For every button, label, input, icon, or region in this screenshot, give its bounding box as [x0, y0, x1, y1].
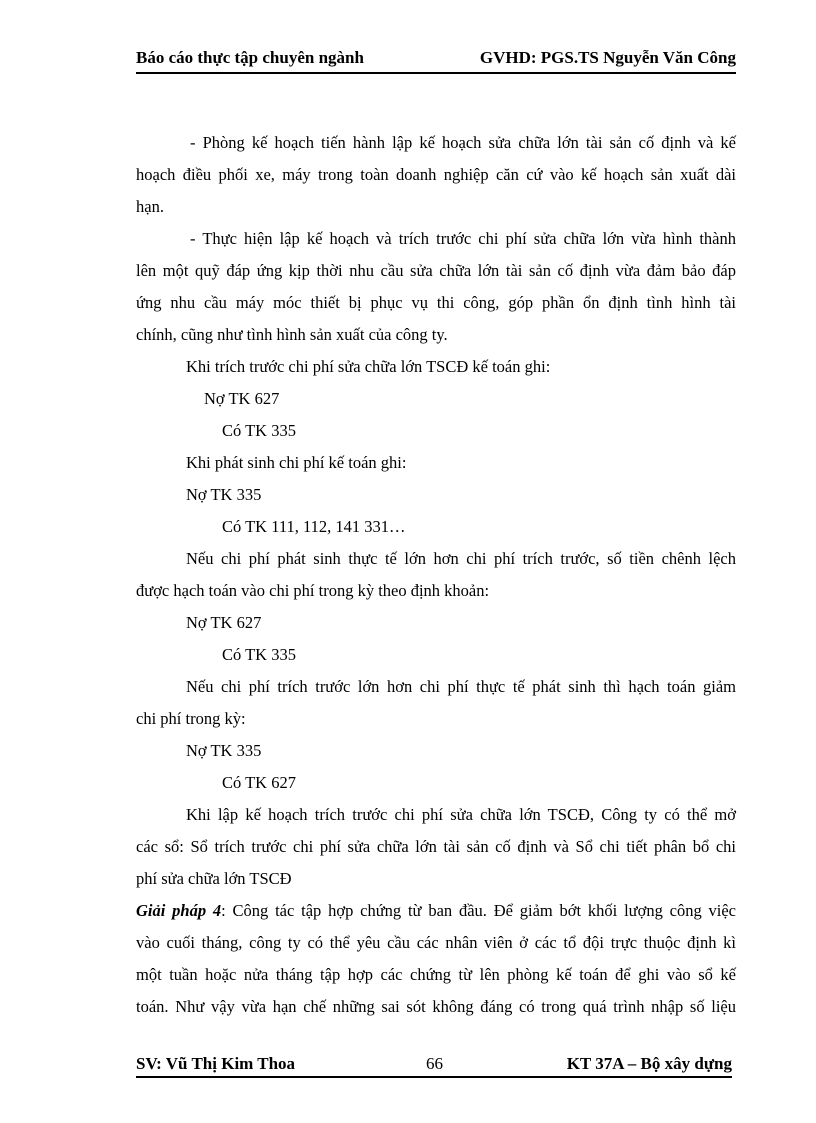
journal-entry: Nợ TK 335: [186, 741, 262, 760]
body-line: một tuần hoặc nửa tháng tập hợp các chứng từ lên phòng kế toán để ghi vào sổ kế: [136, 965, 736, 984]
header-supervisor: GVHD: PGS.TS Nguyễn Văn Công: [479, 48, 736, 67]
body-line: Khi lập kế hoạch trích trước chi phí sửa chữa lớn TSCĐ, Công ty có thể mở: [186, 805, 736, 824]
journal-entry: Có TK 335: [222, 421, 296, 440]
page-footer: [136, 1054, 732, 1078]
body-line: - Phòng kế hoạch tiến hành lập kế hoạch sửa chữa lớn tài sản cố định và kế: [190, 133, 736, 152]
body-line: được hạch toán vào chi phí trong kỳ theo định khoản:: [136, 581, 490, 600]
body-line: vào cuối tháng, công ty có thể yêu cầu các nhân viên ở các tổ đội trực thuộc định kì: [136, 933, 736, 952]
body-line: toán. Như vậy vừa hạn chế những sai sót không đáng có trong quá trình nhập số liệu: [136, 997, 736, 1016]
footer-student-name: SV: Vũ Thị Kim Thoa: [136, 1054, 296, 1073]
body-line: - Thực hiện lập kế hoạch và trích trước chi phí sửa chữa lớn vừa hình thành: [190, 229, 736, 248]
body-line: Nếu chi phí trích trước lớn hơn chi phí thực tế phát sinh thì hạch toán giảm: [186, 677, 736, 696]
page-header: [136, 48, 736, 74]
body-line: các sổ: Sổ trích trước chi phí sửa chữa lớn tài sản cố định và Sổ chi tiết phân bổ chi: [136, 837, 736, 856]
body-line: hoạch điều phối xe, máy trong toàn doanh nghiệp căn cứ vào kế hoạch sản xuất dài: [136, 165, 736, 184]
body-line: chi phí trong kỳ:: [136, 709, 246, 728]
body-line: Khi phát sinh chi phí kế toán ghi:: [186, 453, 407, 472]
journal-entry: Nợ TK 627: [186, 613, 262, 632]
journal-entry: Có TK 111, 112, 141 331…: [222, 517, 406, 536]
body-line: Khi trích trước chi phí sửa chữa lớn TSCĐ kế toán ghi:: [186, 357, 551, 376]
journal-entry: Nợ TK 335: [186, 485, 262, 504]
body-line: chính, cũng như tình hình sản xuất của công ty.: [136, 325, 448, 344]
body-line: hạn.: [136, 197, 164, 216]
solution-text: : Công tác tập hợp chứng từ ban đầu. Để giảm bớt khối lượng công việc: [221, 901, 737, 920]
page-number: 66: [426, 1054, 443, 1073]
body-line: ứng nhu cầu máy móc thiết bị phục vụ thi công, góp phần ổn định tình hình tài: [136, 293, 736, 312]
journal-entry: Có TK 335: [222, 645, 296, 664]
header-report-title: Báo cáo thực tập chuyên ngành: [136, 48, 364, 67]
journal-entry: Có TK 627: [222, 773, 296, 792]
body-line: Nếu chi phí phát sinh thực tế lớn hơn chi phí trích trước, số tiền chênh lệch: [186, 549, 736, 568]
body-line: phí sửa chữa lớn TSCĐ: [136, 869, 292, 888]
footer-class: KT 37A – Bộ xây dựng: [566, 1054, 732, 1073]
solution-label: Giải pháp 4: [136, 901, 222, 920]
solution-line: [136, 901, 736, 921]
body-line: lên một quỹ đáp ứng kịp thời nhu cầu sửa chữa lớn tài sản cố định vừa đảm bảo đáp: [136, 261, 736, 280]
journal-entry: Nợ TK 627: [204, 389, 280, 408]
